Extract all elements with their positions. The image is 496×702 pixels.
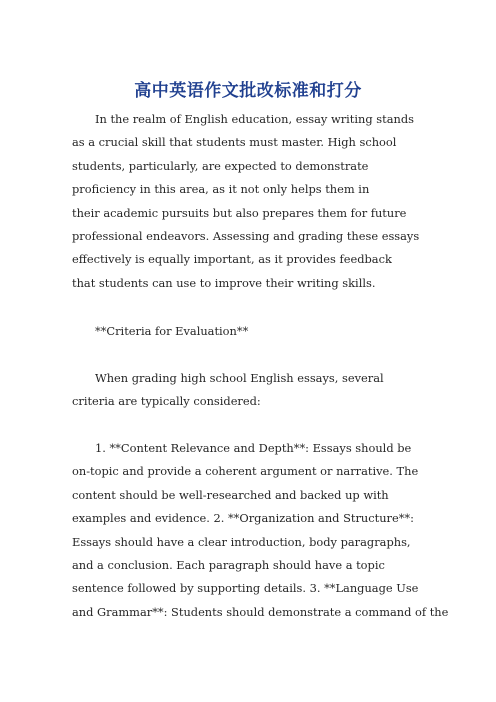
text-line: on-topic and provide a coherent argument or narrative. The xyxy=(72,464,419,479)
text-line: When grading high school English essays, several xyxy=(95,371,384,385)
text-line: that students can use to improve their writing skills. xyxy=(72,275,376,290)
text-line: 1. **Content Relevance and Depth**: Essays should be xyxy=(95,441,412,455)
heading-text: **Criteria for Evaluation** xyxy=(95,324,249,338)
section-heading xyxy=(72,320,424,343)
paragraph-intro xyxy=(72,108,424,295)
text-line: Essays should have a clear introduction, body paragraphs, xyxy=(72,534,411,549)
text-line: professional endeavors. Assessing and grading these essays xyxy=(72,228,420,243)
text-line: their academic pursuits but also prepares them for future xyxy=(72,205,407,220)
document-title: 高中英语作文批改标准和打分 xyxy=(134,81,362,101)
text-line: In the realm of English education, essay writing stands xyxy=(95,112,414,126)
text-line: as a crucial skill that students must master. High school xyxy=(72,135,397,150)
text-line: examples and evidence. 2. **Organization and Structure**: xyxy=(72,511,414,526)
paragraph-criteria-list xyxy=(72,437,449,624)
text-line: and Grammar**: Students should demonstrate a command of the xyxy=(72,604,449,619)
text-line: proficiency in this area, as it not only helps them in xyxy=(72,182,370,197)
text-line: criteria are typically considered: xyxy=(72,394,261,409)
text-line: effectively is equally important, as it provides feedback xyxy=(72,252,392,267)
text-line: content should be well-researched and backed up with xyxy=(72,487,389,502)
text-line: and a conclusion. Each paragraph should have a topic xyxy=(72,557,385,572)
text-line: sentence followed by supporting details. 3. **Language Use xyxy=(72,581,419,596)
paragraph-criteria-intro xyxy=(72,367,424,414)
text-line: students, particularly, are expected to demonstrate xyxy=(72,158,369,173)
